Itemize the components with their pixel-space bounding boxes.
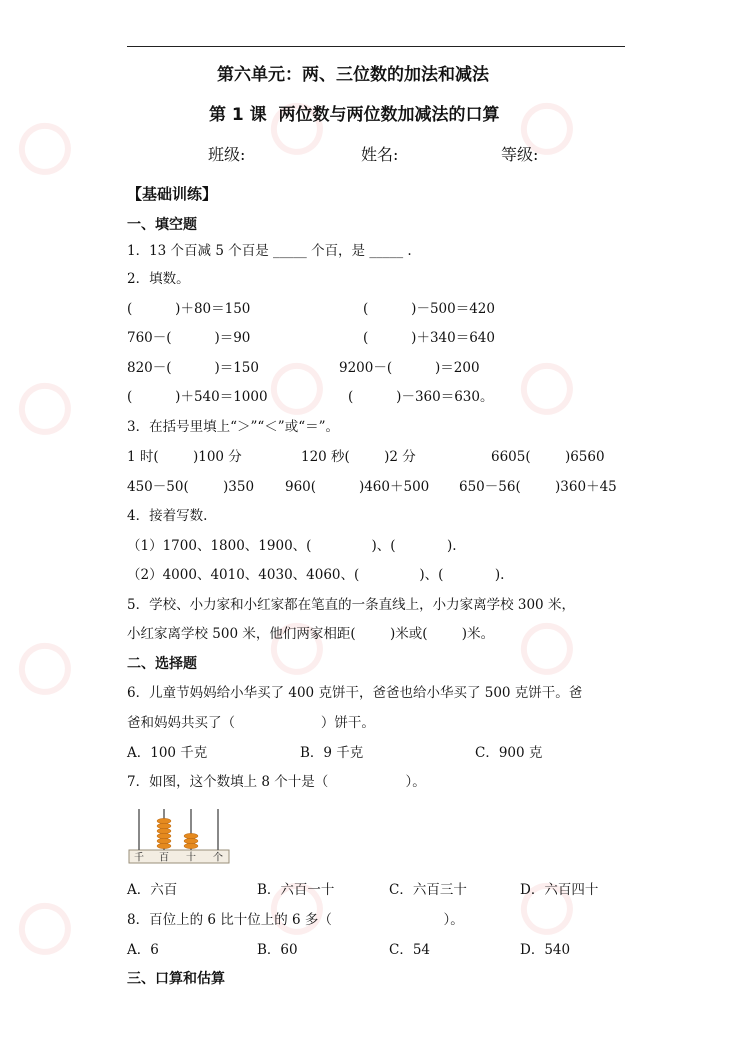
abacus-bead — [157, 843, 171, 848]
q2-row3-right: 9200－( )＝200 — [339, 360, 480, 376]
q3-row2-c: 650－56( )360＋45 — [459, 479, 617, 495]
section-choice-heading: 二、选择题 — [127, 656, 197, 672]
question-8-stem: 8．百位上的 6 比十位上的 6 多（ ）。 — [127, 912, 464, 928]
q6-option-c: C．900 克 — [475, 745, 543, 761]
question-2-stem: 2．填数。 — [127, 271, 190, 287]
lesson-title: 第 1 课 两位数与两位数加减法的口算 — [209, 105, 500, 125]
q6-option-a: A．100 千克 — [127, 745, 208, 761]
q2-row1-left: ( )＋80＝150 — [127, 301, 251, 317]
abacus-bead — [157, 838, 171, 843]
q8-option-b: B．60 — [257, 942, 298, 958]
q3-row1-a: 1 时( )100 分 — [127, 449, 242, 465]
q3-row1-b: 120 秒( )2 分 — [301, 449, 416, 465]
q2-row3-left: 820－( )＝150 — [127, 360, 259, 376]
q4-row2: （2）4000、4010、4030、4060、( )、( ). — [127, 567, 505, 583]
question-5-line1: 5．学校、小力家和小红家都在笔直的一条直线上，小力家离学校 300 米， — [127, 597, 575, 613]
watermark-logo — [511, 607, 592, 685]
abacus-bead — [157, 833, 171, 838]
q8-option-d: D．540 — [520, 942, 571, 958]
q2-row4-left: ( )＋540＝1000 — [127, 389, 268, 405]
abacus-bead — [184, 843, 198, 848]
q7-option-b: B．六百一十 — [257, 882, 335, 898]
q7-option-a: A．六百 — [127, 882, 178, 898]
watermark-logo — [261, 87, 342, 165]
header-rule — [127, 46, 625, 47]
question-1: 1．13 个百减 5 个百是 _____ 个百，是 _____ . — [127, 243, 412, 259]
abacus-place-label: 个 — [213, 852, 223, 864]
question-6-line2: 爸和妈妈共买了（ ）饼干。 — [127, 715, 375, 731]
abacus-bead — [157, 823, 171, 828]
q3-row2-a: 450－50( )350 — [127, 479, 255, 495]
watermark-logo — [9, 107, 90, 185]
q8-option-c: C．54 — [389, 942, 431, 958]
q4-row1: （1）1700、1800、1900、( )、( ). — [127, 538, 457, 554]
q3-row2-b: 960( )460＋500 — [285, 479, 430, 495]
abacus-figure — [128, 807, 230, 865]
section-oral-heading: 三、口算和估算 — [127, 971, 225, 987]
abacus-place-label: 十 — [186, 852, 196, 864]
watermark-logo — [9, 887, 90, 965]
q3-row1-c: 6605( )6560 — [491, 449, 605, 465]
unit-title: 第六单元：两、三位数的加法和减法 — [217, 65, 489, 85]
watermark-logo — [511, 867, 592, 945]
question-7-stem: 7．如图，这个数填上 8 个十是（ ）。 — [127, 774, 426, 790]
watermark-logo — [261, 867, 342, 945]
watermark-logo — [9, 627, 90, 705]
abacus-bead — [157, 828, 171, 833]
watermark-logo — [511, 347, 592, 425]
abacus-place-label: 千 — [134, 852, 144, 864]
watermark-logo — [261, 607, 342, 685]
abacus-bead — [184, 833, 198, 838]
section-fill-heading: 一、填空题 — [127, 217, 197, 233]
question-3-stem: 3．在括号里填上“＞”“＜”或“＝”。 — [127, 419, 339, 435]
q7-option-d: D．六百四十 — [520, 882, 599, 898]
question-4-stem: 4．接着写数. — [127, 508, 208, 524]
question-6-line1: 6．儿童节妈妈给小华买了 400 克饼干，爸爸也给小华买了 500 克饼干。爸 — [127, 685, 583, 701]
q2-row2-left: 760－( )＝90 — [127, 330, 251, 346]
abacus-bead — [184, 838, 198, 843]
watermark-logo — [9, 367, 90, 445]
watermark-logo — [261, 347, 342, 425]
q2-row4-right: ( )－360＝630。 — [348, 389, 494, 405]
q2-row2-right: ( )＋340＝640 — [363, 330, 495, 346]
basic-training-heading: 【基础训练】 — [127, 185, 218, 203]
abacus-bead — [157, 818, 171, 823]
q8-option-a: A．6 — [127, 942, 159, 958]
class-label: 班级: — [208, 145, 246, 164]
question-5-line2: 小红家离学校 500 米，他们两家相距( )米或( )米。 — [127, 626, 495, 642]
q2-row1-right: ( )－500＝420 — [363, 301, 495, 317]
name-label: 姓名: — [361, 145, 399, 164]
q6-option-b: B．9 千克 — [300, 745, 364, 761]
grade-label: 等级: — [501, 145, 539, 164]
abacus-place-label: 百 — [159, 852, 169, 864]
q7-option-c: C．六百三十 — [389, 882, 467, 898]
